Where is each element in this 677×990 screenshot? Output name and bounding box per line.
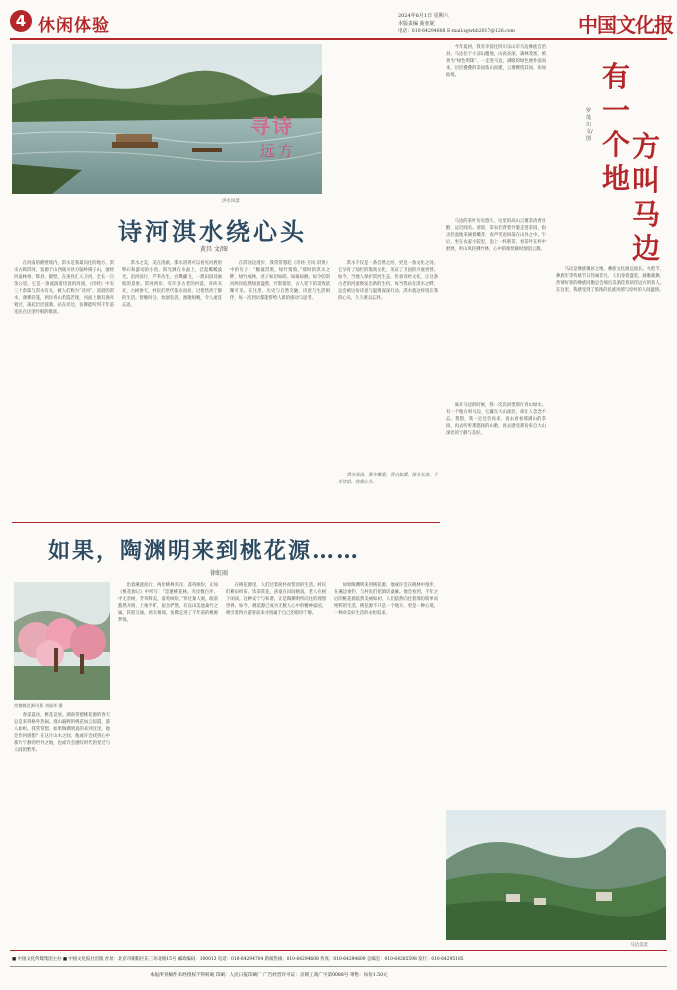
poetry-tag-line1: 寻诗 — [250, 114, 294, 138]
masthead-logo: 中国文化报 — [578, 13, 673, 37]
article3-byline: 罗茂川 文/图 — [586, 108, 593, 142]
article2-column-4: 如果陶渊明来到桃花源，他或许会在桃林中漫步，在溪边垂钓，与村民们把酒话桑麻。他会看到，千年之后的桃花源依然美丽如初，人们依然向往着那份简单而纯粹的生活。桃花源不只是一个地方，更是一种心境，一种对美好生活的永恒追求。 — [334, 583, 438, 616]
header-date: 2024年6月1日 星期六 — [398, 13, 449, 19]
article3-title-char: 一 — [602, 94, 631, 127]
article3-title-char: 地 — [602, 162, 631, 195]
article3-column-5 — [556, 560, 664, 802]
article3-title-char: 边 — [632, 232, 661, 265]
article2-title: 如果，陶渊明来到桃花源…… — [48, 538, 361, 564]
article3-title-char: 马 — [632, 198, 661, 231]
mabian-photo — [446, 810, 666, 940]
qi-river-photo-caption: 洪水风景 — [222, 199, 240, 204]
footer-rule — [10, 950, 667, 951]
article1-poem: 淇水汤汤，渐车帷裳。青山如黛，绿水长流。千年诗韵，绕我心头。 — [338, 473, 438, 485]
article3-column-2: 马边的茶叶历史悠久，这里的高山云雾茶清香甘醇，远近闻名。清晨，茶农们背着竹篓走进茶园，指尖轻盈地采摘着嫩芽，欢声笑语回荡在山谷之中。午后，坐在农家小院里，泡上一杯新茶，看茶叶在杯中舒展，听山风轻拂竹林，心中的烦忧顿时烟消云散。 — [446, 219, 546, 252]
header-contact: 电话：010-64294608 E-mail:zgwhb2017@126.com — [398, 29, 515, 34]
article1-title: 诗河淇水绕心头 — [118, 217, 307, 246]
article3-column-1: 今年夏初，我有幸前往四川乐山市马边彝族自治县。马边位于小凉山腹地，山高谷深，森林茂密，被誉为“绿色明珠”。一走进马边，满眼的绿色便扑面而来，层层叠叠的茶园依山而建，云雾缭绕其间，宛如仙境。 — [446, 45, 546, 78]
article1-byline: 黄昌 文/图 — [200, 246, 228, 253]
mabian-photo-caption: 马边美景 — [630, 943, 648, 948]
footer-row-1: ■ 中国文化传媒集团主办 ■ 中国文化报社出版 社址：北京市朝阳区东三环北路15号 邮政编码：100013 电话：010-64294704 新闻热线：010-64294608 传真：010-64294609 总编室：010-64285598 发行：010-64295185 — [12, 957, 464, 962]
article1-column-4: 淇水不仅是一条自然之河，更是一条文化之河。它孕育了灿烂的殷商文化，见证了卫国的兴衰更替。如今，当地人保护淇河生态，传承诗经文化，让这条古老的河流焕发出新的生机。每当我站在淇水之畔，总会被这份诗意与温情深深打动，淇水就这样绕在我的心头，久久难以忘怀。 — [338, 261, 438, 301]
article1-column-2: 淇水之美，美在清澈。那水清得可以看见河底的卵石和游动的小鱼，阳光洒在水面上，泛起粼粼波光。沿河而行，芦苇丛生，白鹭翩飞，一派田园诗画般的景象。淇河两岸，有许多古老的村落，青砖灰瓦，古树参天，村民们世代依水而居，过着恬淡宁静的生活。傍晚时分，炊烟袅袅，渔歌唱晚，令人流连忘返。 — [122, 261, 222, 308]
article2-byline: 徐虹雨 — [210, 570, 229, 577]
article3-column-4: 离开马边的时候，我一次次回望那片青山绿水。有一个地方叫马边，它藏在大山深处，却让人念念不忘。我想，我一定还会再来，再去看看那满山的茶园，再去听听那悠扬的山歌，再去感受那份来自大山深处的宁静与美好。 — [446, 403, 546, 436]
article3-title-char: 有 — [602, 60, 631, 93]
mabian-illustration — [446, 810, 666, 940]
article1-column-3: 在淇河边漫步，我常常想起《诗经·卫风·淇奥》中的句子：“瞻彼淇奥，绿竹猗猗。”那时的淇水之畔，绿竹成林，君子如切如磋、如琢如磨。如今的淇河两岸依然绿意盎然，竹影婆娑，古人笔下的景致依稀可见。在这里，历史与自然交融，诗意与生活相伴，每一次到访都能带给人新的感动与思考。 — [230, 261, 330, 301]
page-number: 4 — [15, 12, 27, 30]
page-header — [10, 10, 673, 38]
article2-column-1: 春雷震动，桃花竞放。湖南常德桃花源的春天总是来得格外热闹。漫山遍野的桃花如云似霞，游人如织。我常常想，如果陶渊明真的来到这里，他会作何感想？在这片山水之间，他或许会找到心中那片宁静的世外之地，也或许会感叹时代的变迁与人间的繁华。 — [14, 713, 110, 753]
article3-title-char: 个 — [602, 128, 631, 161]
article3-title-char: 叫 — [632, 164, 661, 197]
article2-top-rule — [12, 522, 440, 523]
poetry-tag-line2: 远方 — [260, 142, 297, 160]
header-rule — [10, 38, 667, 40]
article2-column-3: 在桃花源里，人们过着简朴而恬淡的生活。村民们耕田织布，饮茶赏花，孩童在田间嬉戏，老人在树下闲谈。这种安宁与和谐，正是陶渊明所向往的理想世界。如今，桃花源已成为无数人心中的精神家园，吸引着四方游客前来寻找属于自己的那份宁静。 — [226, 583, 326, 616]
peach-blossom-photo — [14, 582, 110, 700]
article2-column-2: 沿着溪流而行，两岸桃林夹岸，落英缤纷，正如《桃花源记》中所写：“忽逢桃花林，夹岸数百步，中无杂树，芳草鲜美，落英缤纷。”穿过秦人洞，眼前豁然开朗，土地平旷，屋舍俨然，有良田美池桑竹之属。阡陌交通，鸡犬相闻，仿佛走进了千年前的桃源梦境。 — [118, 583, 218, 623]
article3-title-char: 方 — [632, 130, 661, 163]
peach-blossom-photo-caption: 常德桃花源风景 刘福华 摄 — [14, 703, 63, 708]
article3-column-3: 马边是彝族聚居之地，彝族文化源远流长。火把节、彝族年等传统节日热闹非凡，人们身着盛装，载歌载舞，热情好客的彝族同胞总会端出美酒佳肴款待远方的客人。在这里，我感受到了浓浓的民族风情与淳朴的人间温情。 — [556, 267, 664, 293]
section-title: 休闲体验 — [38, 16, 110, 36]
poetry-tag — [236, 110, 316, 180]
article1-column-1: 在河南的鹤壁境内，淇水是我最向往的地方。淇水古称淇河，发源于山西陵川县方脑岭棋子山，流经河南林州、辉县、鹤壁，在浚县汇入卫河，全长一百余公里。它是一条流淌着诗意的河流，《诗经》中有三十余篇与淇水有关，被人们称为“诗河”。清晨的淇水，薄雾轻笼，两岸青山若隐若现，河面上偶有渔舟划过，荡起层层涟漪。站在岸边，仿佛能听到千年前先民在这里吟唱的歌谣。 — [14, 261, 114, 315]
peach-blossom-illustration — [14, 582, 110, 700]
page-number-badge — [10, 10, 32, 32]
footer-row-2: 本报所刊稿件未经授权不得转载 印刷：人民日报印刷厂 广告经营许可证：京朝工商广字第0088号 零售：每份1.50元 — [150, 973, 388, 978]
footer-rule-2 — [10, 966, 667, 967]
header-editor: 本版责编 曲亚妮 — [398, 21, 435, 27]
